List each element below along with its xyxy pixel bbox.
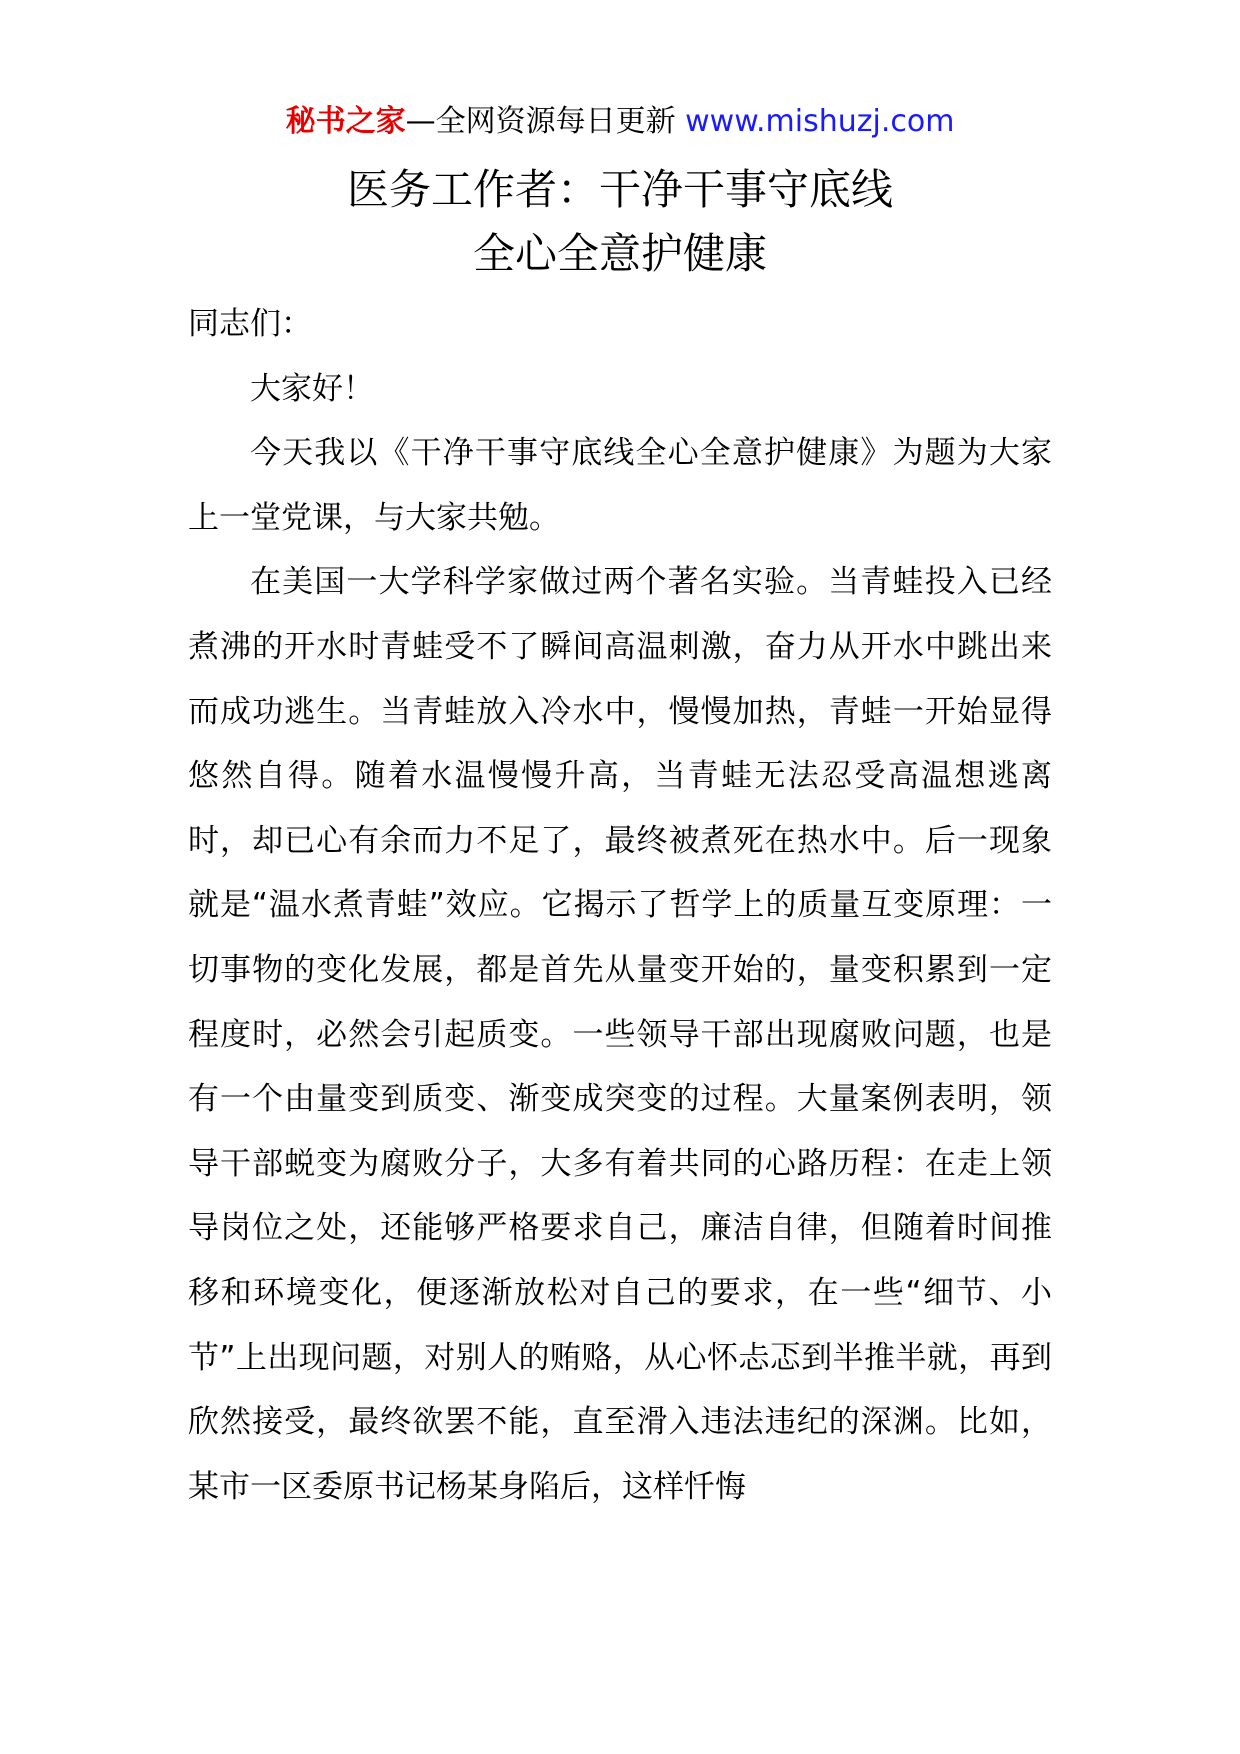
document-body xyxy=(188,292,1052,1519)
document-title xyxy=(0,158,1240,286)
paragraph-1: 今天我以《干净干事守底线全心全意护健康》为题为大家上一堂党课，与大家共勉。 xyxy=(188,435,1052,536)
title-line-2: 全心全意护健康 xyxy=(472,229,767,278)
paragraph-2: 在美国一大学科学家做过两个著名实验。当青蛙投入已经煮沸的开水时青蛙受不了瞬间高温刺激，奋力从开水中跳出来而成功逃生。当青蛙放入冷水中，慢慢加热，青蛙一开始显得悠然自得。随着水温慢慢升高，当青蛙无法忍受高温想逃离时，却已心有余而力不足了，最终被煮死在热水中。后一现象就是“温水煮青蛙”效应。它揭示了哲学上的质量互变原理：一切事物的变化发展，都是首先从量变开始的，量变积累到一定程度时，必然会引起质变。一些领导干部出现腐败问题，也是有一个由量变到质变、渐变成突变的过程。大量案例表明，领导干部蜕变为腐败分子，大多有着共同的心路历程：在走上领导岗位之处，还能够严格要求自己，廉洁自律，但随着时间推移和环境变化，便逐渐放松对自己的要求，在一些“细节、小节”上出现问题，对别人的贿赂，从心怀忐忑到半推半就，再到欣然接受，最终欲罢不能，直至滑入违法违纪的深渊。比如，某市一区委原书记杨某身陷后，这样忏悔 xyxy=(188,564,1052,1505)
salutation: 同志们： xyxy=(188,306,312,342)
header-site-link[interactable]: www.mishuzj.com xyxy=(685,104,955,139)
header-brand: 秘书之家 xyxy=(285,104,406,139)
page-header xyxy=(0,100,1240,144)
header-tagline: —全网资源每日更新 xyxy=(405,104,686,139)
greeting: 大家好！ xyxy=(250,370,374,407)
title-line-1: 医务工作者：干净干事守底线 xyxy=(346,165,893,214)
